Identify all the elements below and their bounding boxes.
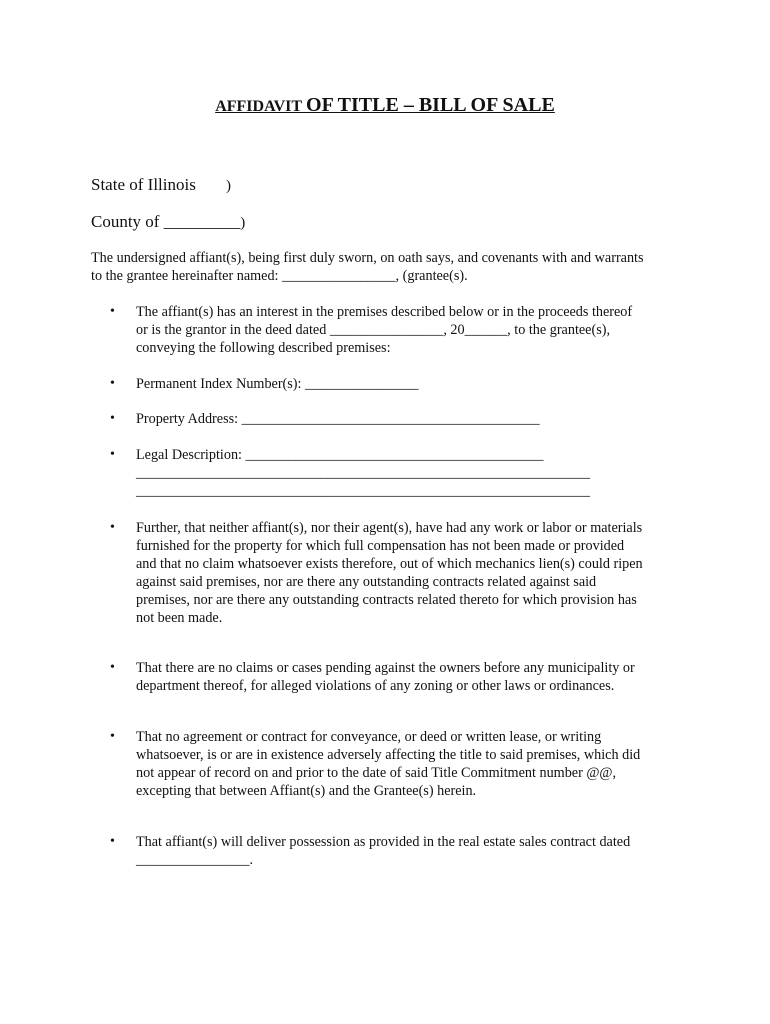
bullet-icon: • <box>110 376 115 391</box>
venue-county <box>91 212 245 232</box>
bullet-icon: • <box>110 834 115 849</box>
intro-paragraph <box>91 249 691 285</box>
bullet-line: against said premises, nor are there any outstanding contracts related against said <box>136 574 597 590</box>
bullet-line: furnished for the property for which full compensation has not been made or provided <box>136 538 625 554</box>
bullet-icon: • <box>110 304 115 319</box>
bullet-icon: • <box>110 729 115 744</box>
bullet-line: not been made. <box>136 610 223 626</box>
bullet-line: That there are no claims or cases pending against the owners before any municipality or <box>136 660 635 676</box>
bullet-icon: • <box>110 520 115 535</box>
bullet-line: Legal Description: __________________________________________ <box>136 447 544 463</box>
bullet-line: ________________________________________________________________ <box>136 465 590 481</box>
title-affidavit: AFFIDAVIT <box>215 98 303 115</box>
bullet-line: ________________. <box>136 852 254 868</box>
state-paren: ) <box>226 178 231 194</box>
document-title <box>0 94 770 117</box>
bullet-line: ________________________________________________________________ <box>136 483 590 499</box>
bullet-line: That no agreement or contract for conveyance, or deed or written lease, or writing <box>136 729 602 745</box>
bullet-line: whatsoever, is or are in existence adversely affecting the title to said premises, which did <box>136 747 641 763</box>
venue-state <box>91 175 231 195</box>
bullet-line: not appear of record on and prior to the date of said Title Commitment number @@, <box>136 765 617 781</box>
bullet-line: conveying the following described premises: <box>136 340 391 356</box>
bullet-line: premises, nor are there any outstanding contracts related thereto for which provision has <box>136 592 637 608</box>
bullet-item-no-agreement <box>110 728 690 800</box>
intro-line: The undersigned affiant(s), being first duly sworn, on oath says, and covenants with and warrants <box>91 250 644 266</box>
bullet-icon: • <box>110 411 115 426</box>
bullet-line: The affiant(s) has an interest in the premises described below or in the proceeds thereof <box>136 304 633 320</box>
bullet-item-legal-description <box>110 446 690 500</box>
title-rest: OF TITLE – BILL OF SALE <box>306 94 555 116</box>
bullet-item-interest <box>110 303 690 357</box>
bullet-line: excepting that between Affiant(s) and the Grantee(s) herein. <box>136 783 477 799</box>
bullet-item-no-claims <box>110 659 690 695</box>
county-label: County of _________ <box>91 212 241 231</box>
bullet-icon: • <box>110 447 115 462</box>
bullet-line: Property Address: __________________________________________ <box>136 411 540 427</box>
bullet-item-no-liens <box>110 519 690 627</box>
state-label: State of Illinois <box>91 175 196 194</box>
bullet-item-possession <box>110 833 690 869</box>
bullet-line: or is the grantor in the deed dated ________________, 20______, to the grantee(s), <box>136 322 610 338</box>
bullet-line: Permanent Index Number(s): ________________ <box>136 376 419 392</box>
bullet-item-pin <box>110 375 690 393</box>
bullet-icon: • <box>110 660 115 675</box>
bullet-line: Further, that neither affiant(s), nor their agent(s), have had any work or labor or materials <box>136 520 643 536</box>
bullet-line: and that no claim whatsoever exists therefore, out of which mechanics lien(s) could ripen <box>136 556 643 572</box>
bullet-line: department thereof, for alleged violations of any zoning or other laws or ordinances. <box>136 678 615 694</box>
county-paren: ) <box>240 215 246 231</box>
bullet-item-address <box>110 410 690 428</box>
bullet-line: That affiant(s) will deliver possession as provided in the real estate sales contract dated <box>136 834 631 850</box>
intro-line: to the grantee hereinafter named: ________________, (grantee(s). <box>91 268 468 284</box>
